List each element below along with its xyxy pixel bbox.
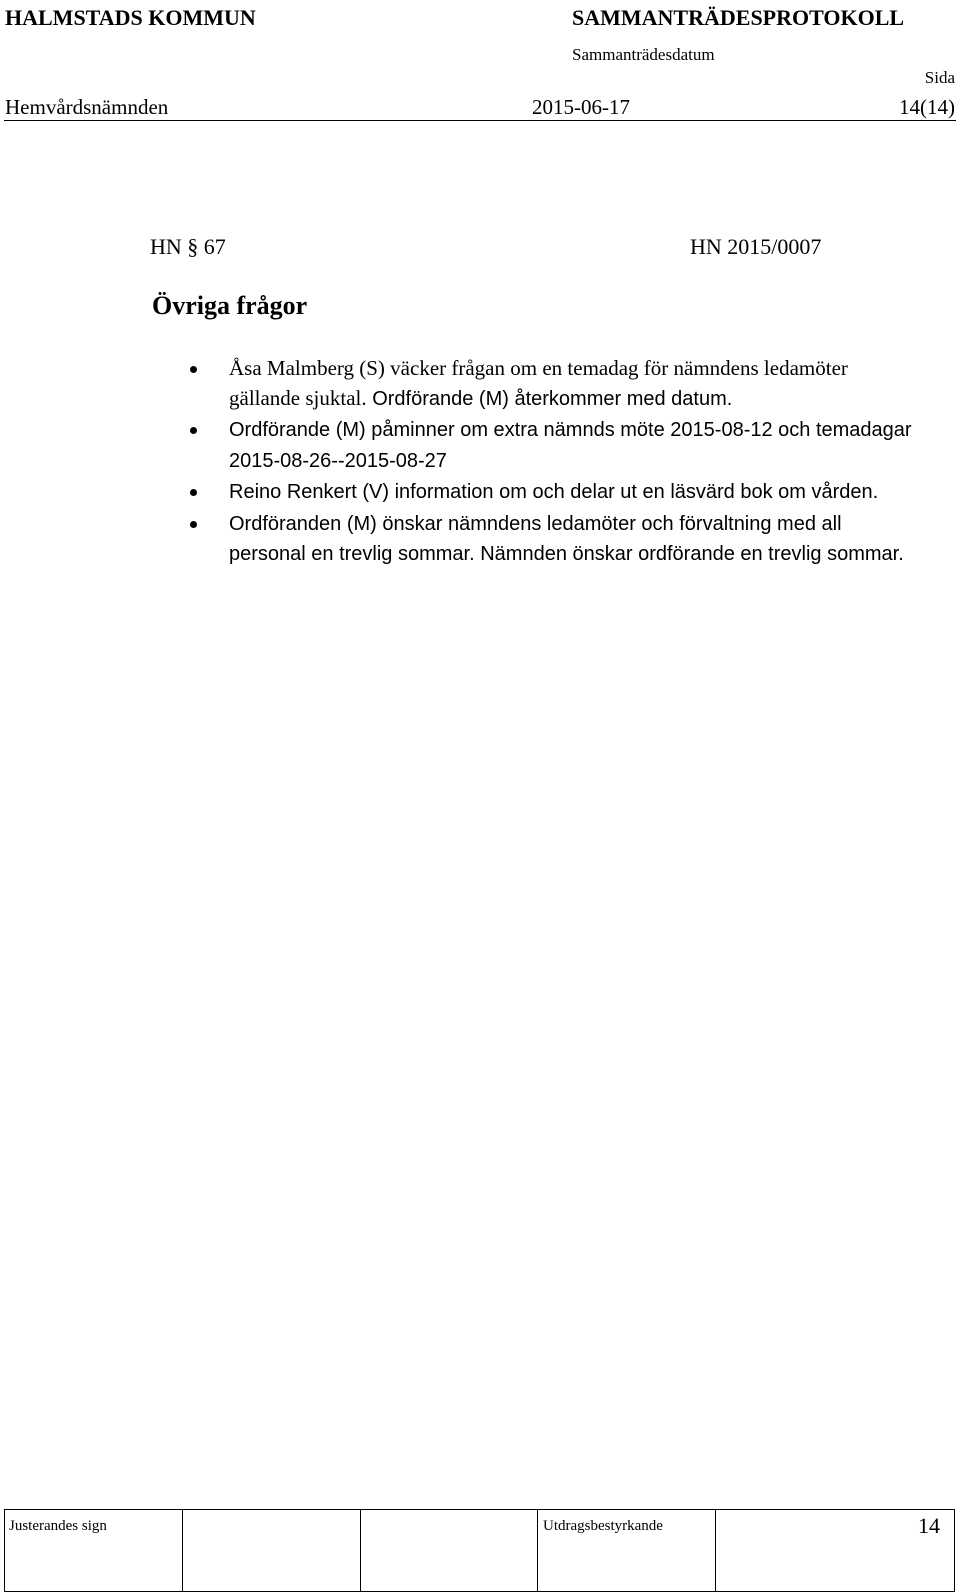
- footer-cell-divider: [537, 1510, 538, 1591]
- page-label: Sida: [924, 68, 955, 87]
- page-indicator: 14(14): [899, 95, 955, 119]
- bullet-icon: [190, 521, 197, 528]
- footer-page-number: 14: [918, 1513, 940, 1538]
- list-item: [0, 415, 960, 476]
- list-item: [0, 509, 960, 570]
- board-name: Hemvårdsnämnden: [5, 95, 169, 119]
- bullet-list: [0, 354, 960, 571]
- bullet-icon: [190, 427, 197, 434]
- list-item-text: Åsa Malmberg (S) väcker frågan om en temadag för nämndens ledamöter gällande sjuktal. Ordförande (M) återkommer med datum.: [229, 356, 848, 410]
- list-item-text: Reino Renkert (V) information om och delar ut en läsvärd bok om vården.: [229, 481, 879, 503]
- justerandes-sign-label: Justerandes sign: [9, 1518, 107, 1534]
- list-item-text: Ordföranden (M) önskar nämndens ledamöter och förvaltning med all personal en trevlig sommar. Nämnden önskar ordförande en trevlig sommar.: [229, 512, 904, 565]
- footer-cell-divider: [182, 1510, 183, 1591]
- section-title: Övriga frågor: [152, 291, 308, 320]
- footer-cell-divider: [715, 1510, 716, 1591]
- signature-footer: [4, 1509, 955, 1592]
- case-number: HN 2015/0007: [690, 234, 822, 259]
- footer-cell-divider: [360, 1510, 361, 1591]
- utdragsbestyrkande-label: Utdragsbestyrkande: [543, 1518, 663, 1534]
- paragraph-id: HN § 67: [150, 234, 226, 259]
- list-item: [0, 477, 960, 508]
- bullet-icon: [190, 366, 197, 373]
- list-item-text: Ordförande (M) påminner om extra nämnds möte 2015-08-12 och temadagar 2015-08-26--2015-08-27: [229, 419, 912, 472]
- meeting-date-label: Sammanträdesdatum: [572, 45, 715, 64]
- organization-name: HALMSTADS KOMMUN: [5, 5, 256, 30]
- list-item: [0, 354, 960, 414]
- document-type: SAMMANTRÄDESPROTOKOLL: [572, 5, 905, 30]
- meeting-date: 2015-06-17: [532, 95, 630, 119]
- bullet-icon: [190, 489, 197, 496]
- header-divider: [4, 120, 956, 121]
